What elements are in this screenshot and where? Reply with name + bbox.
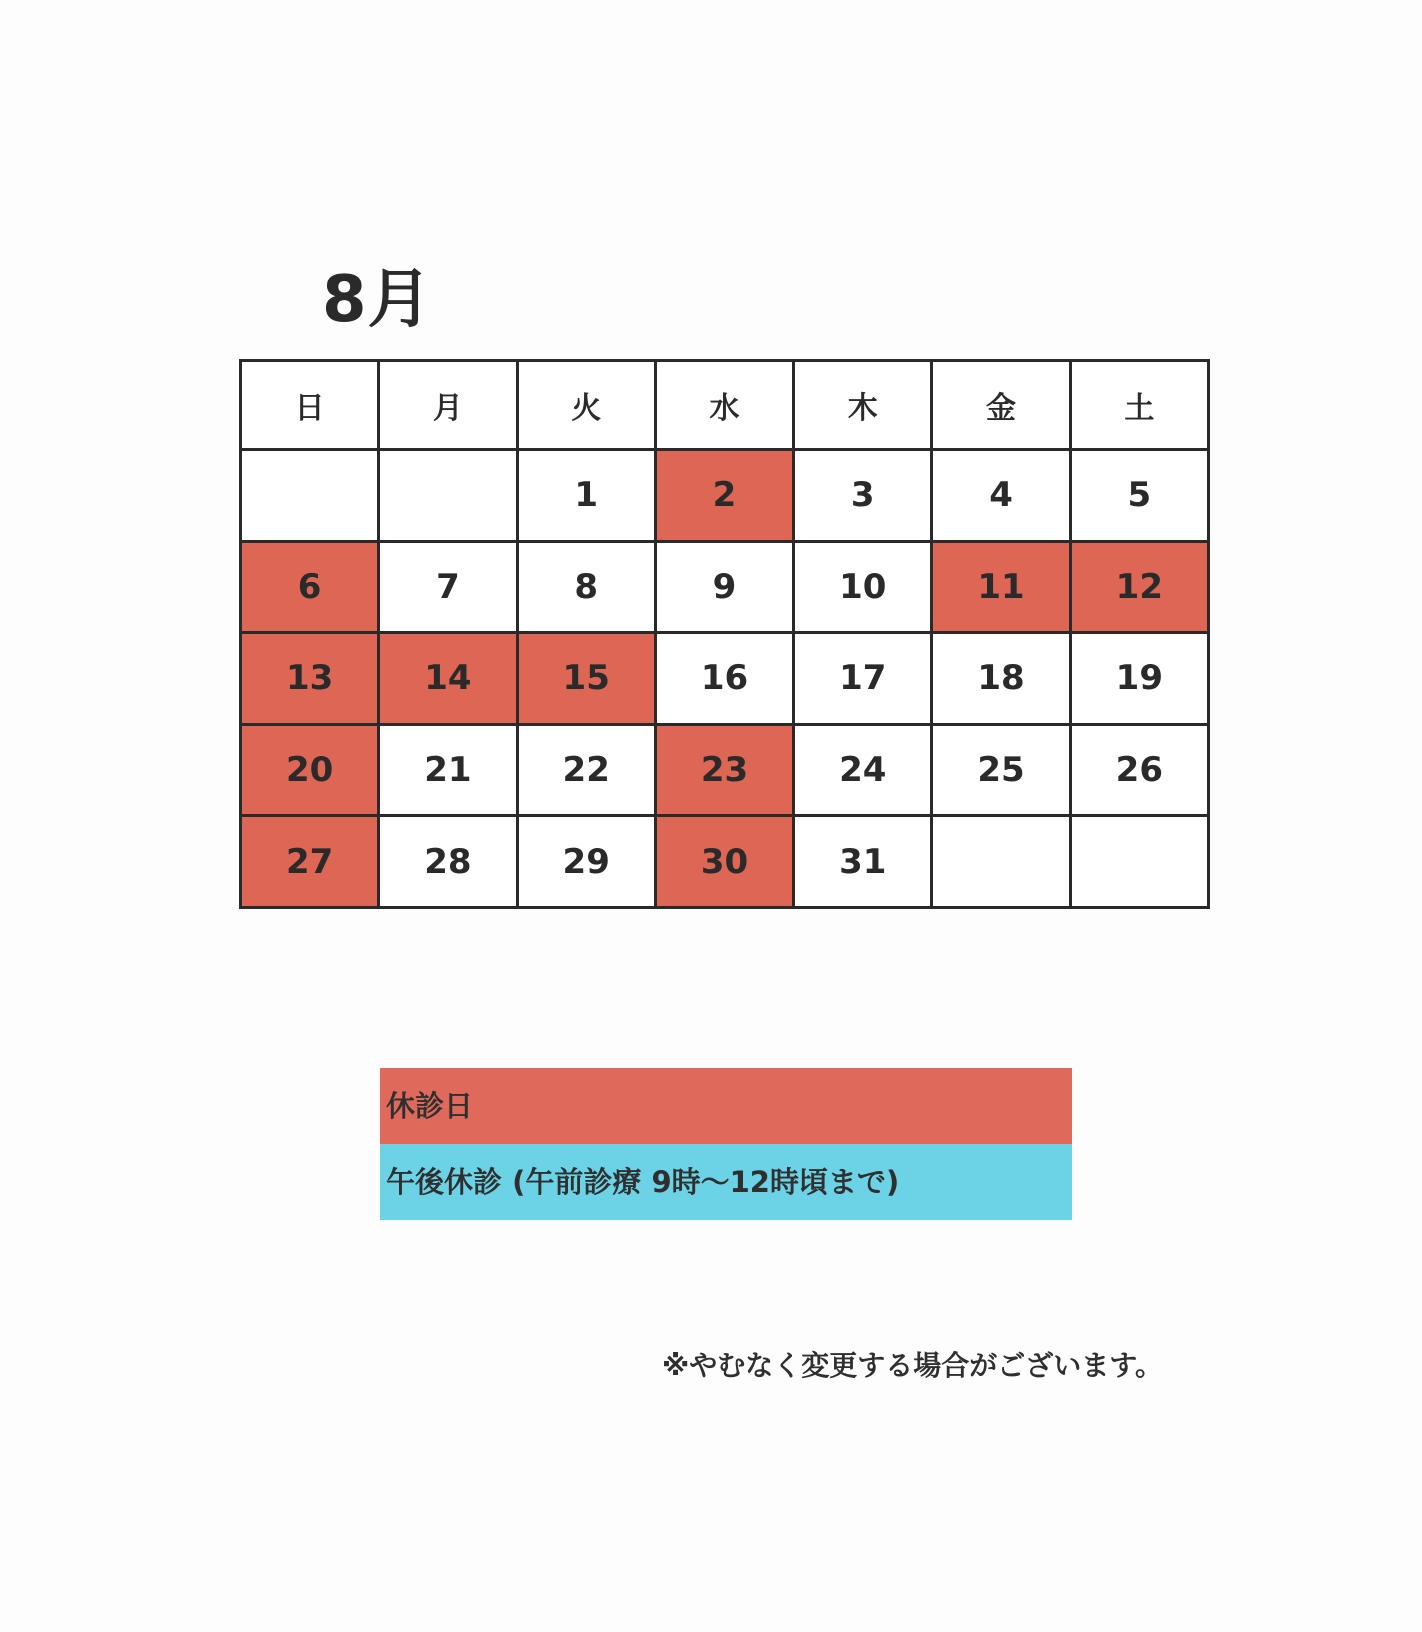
calendar-empty-cell [379,450,517,542]
calendar-week-row [241,450,1209,542]
weekday-wed: 水 [655,361,793,450]
month-title: 8月 [322,263,433,337]
weekday-header-row [241,361,1209,450]
weekday-tue: 火 [517,361,655,450]
calendar-week-row [241,816,1209,908]
weekday-thu: 木 [794,361,932,450]
calendar-empty-cell [241,450,379,542]
weekday-mon: 月 [379,361,517,450]
calendar-day-cell: 15 [517,633,655,725]
calendar-empty-cell [1070,816,1208,908]
calendar-day-cell: 11 [932,541,1070,633]
calendar-empty-cell [932,816,1070,908]
calendar-week-row [241,541,1209,633]
calendar-day-cell: 27 [241,816,379,908]
calendar-day-cell: 9 [655,541,793,633]
calendar-day-cell: 22 [517,724,655,816]
calendar-day-cell: 24 [794,724,932,816]
calendar-day-cell: 19 [1070,633,1208,725]
calendar-day-cell: 28 [379,816,517,908]
calendar-day-cell: 3 [794,450,932,542]
calendar-day-cell: 26 [1070,724,1208,816]
calendar-day-cell: 17 [794,633,932,725]
calendar-day-cell: 13 [241,633,379,725]
calendar-day-cell: 8 [517,541,655,633]
calendar-day-cell: 12 [1070,541,1208,633]
weekday-sat: 土 [1070,361,1208,450]
weekday-fri: 金 [932,361,1070,450]
calendar-day-cell: 31 [794,816,932,908]
calendar-day-cell: 23 [655,724,793,816]
calendar-day-cell: 25 [932,724,1070,816]
calendar-day-cell: 7 [379,541,517,633]
legend-afternoon-closed: 午後休診 (午前診療 9時～12時頃まで) [380,1144,1072,1220]
calendar-day-cell: 21 [379,724,517,816]
calendar-day-cell: 6 [241,541,379,633]
calendar-body [241,450,1209,908]
change-notice: ※やむなく変更する場合がございます。 [662,1349,1163,1382]
calendar-day-cell: 2 [655,450,793,542]
calendar-day-cell: 10 [794,541,932,633]
legend-closed-day: 休診日 [380,1068,1072,1144]
calendar-day-cell: 30 [655,816,793,908]
calendar-day-cell: 1 [517,450,655,542]
weekday-sun: 日 [241,361,379,450]
calendar-day-cell: 5 [1070,450,1208,542]
calendar-grid [239,359,1210,909]
calendar-day-cell: 29 [517,816,655,908]
calendar-day-cell: 16 [655,633,793,725]
calendar-day-cell: 20 [241,724,379,816]
calendar-day-cell: 4 [932,450,1070,542]
calendar-day-cell: 18 [932,633,1070,725]
calendar-week-row [241,633,1209,725]
calendar-week-row [241,724,1209,816]
calendar-day-cell: 14 [379,633,517,725]
